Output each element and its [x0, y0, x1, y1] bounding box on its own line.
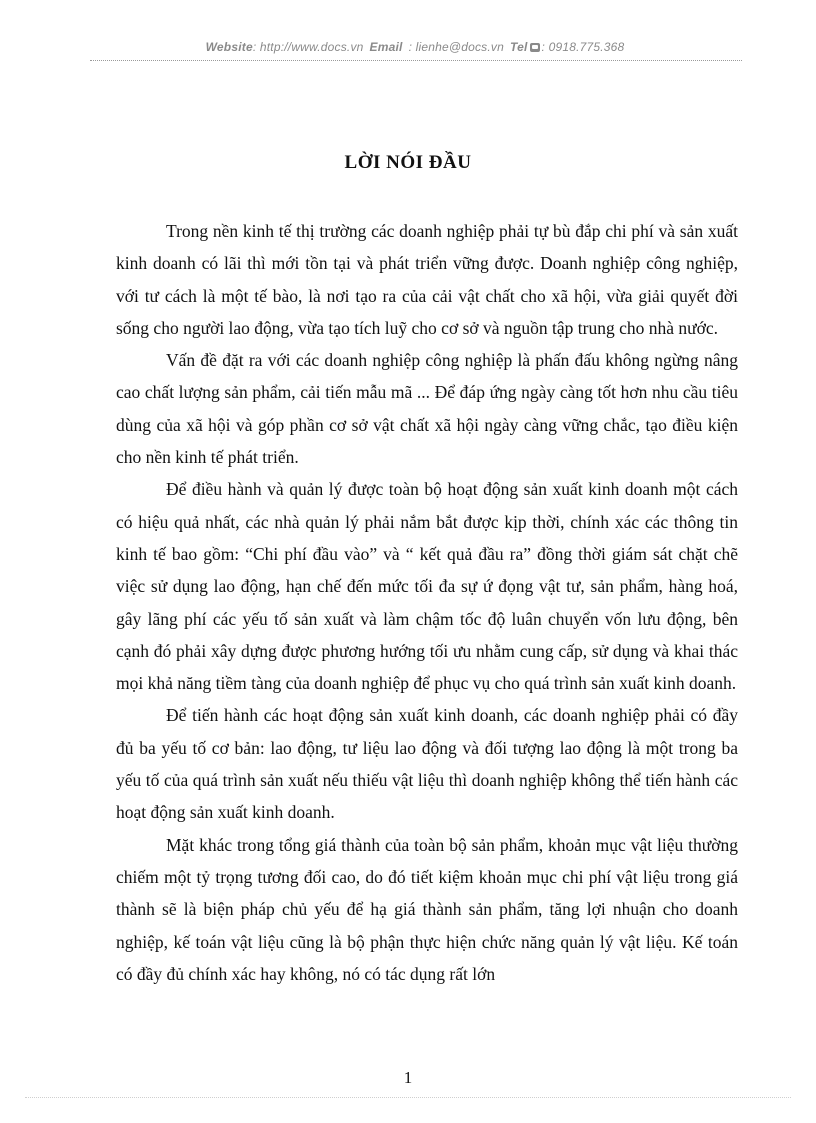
website-value: : http://www.docs.vn — [252, 40, 364, 54]
header-divider — [90, 60, 742, 61]
email-value: : lienhe@docs.vn — [408, 40, 504, 54]
paragraph: Để tiến hành các hoạt động sản xuất kinh doanh, các doanh nghiệp phải có đầy đủ ba yếu tố cơ bản: lao động, tư liệu lao động và đối tượng lao động là một trong ba yếu tố của quá trình sản xuất nếu thiếu vật liệu thì doanh nghiệp không thể tiến hành các hoạt động sản xuất kinh doanh. — [116, 705, 738, 823]
tel-label: Tel — [510, 40, 528, 54]
page-title: LỜI NÓI ĐẦU — [344, 152, 472, 173]
email-label: Email — [369, 40, 403, 54]
page-number: 1 — [403, 1068, 413, 1087]
paragraph: Mặt khác trong tổng giá thành của toàn bộ sản phẩm, khoản mục vật liệu thường chiếm một tỷ trọng tương đối cao, do đó tiết kiệm khoản mục chi phí vật liệu trong giá thành sẽ là biện pháp chủ yếu để hạ giá thành sản phẩm, tăng lợi nhuận cho doanh nghiệp, kế toán vật liệu cũng là bộ phận thực hiện chức năng quản lý vật liệu. Kế toán có đầy đủ chính xác hay không, nó có tác dụng rất lớn — [116, 834, 738, 984]
document-body — [116, 215, 738, 990]
tel-value: : 0918.775.368 — [541, 40, 625, 54]
phone-icon — [530, 43, 540, 52]
page-bottom-divider — [25, 1097, 791, 1098]
website-label: Website — [205, 40, 253, 54]
paragraph: Vấn đề đặt ra với các doanh nghiệp công nghiệp là phấn đấu không ngừng nâng cao chất lượng sản phẩm, cải tiến mẫu mã ... Để đáp ứng ngày càng tốt hơn nhu cầu tiêu dùng của xã hội và góp phần cơ sở vật chất xã hội ngày càng vững chắc, tạo điều kiện cho nền kinh tế phát triển. — [116, 350, 738, 468]
page-header — [90, 40, 740, 54]
paragraph: Để điều hành và quản lý được toàn bộ hoạt động sản xuất kinh doanh một cách có hiệu quả nhất, các nhà quản lý phải nắm bắt được kịp thời, chính xác các thông tin kinh tế bao gồm: “Chi phí đầu vào” và “ kết quả đầu ra” đồng thời giám sát chặt chẽ việc sử dụng lao động, hạn chế đến mức tối đa sự ứ đọng vật tư, sản phẩm, hàng hoá, gây lãng phí các yếu tố sản xuất và làm chậm tốc độ luân chuyển vốn lưu động, bên cạnh đó phải xây dựng được phương hướng tối ưu nhằm cung cấp, sử dụng và khai thác mọi khả năng tiềm tàng của doanh nghiệp để phục vụ cho quá trình sản xuất kinh doanh. — [116, 479, 738, 694]
paragraph: Trong nền kinh tế thị trường các doanh nghiệp phải tự bù đắp chi phí và sản xuất kinh doanh có lãi thì mới tồn tại và phát triển vững được. Doanh nghiệp công nghiệp, với tư cách là một tế bào, là nơi tạo ra của cải vật chất cho xã hội, vừa giải quyết đời sống cho người lao động, vừa tạo tích luỹ cho cơ sở và nguồn tập trung cho nhà nước. — [116, 221, 738, 338]
